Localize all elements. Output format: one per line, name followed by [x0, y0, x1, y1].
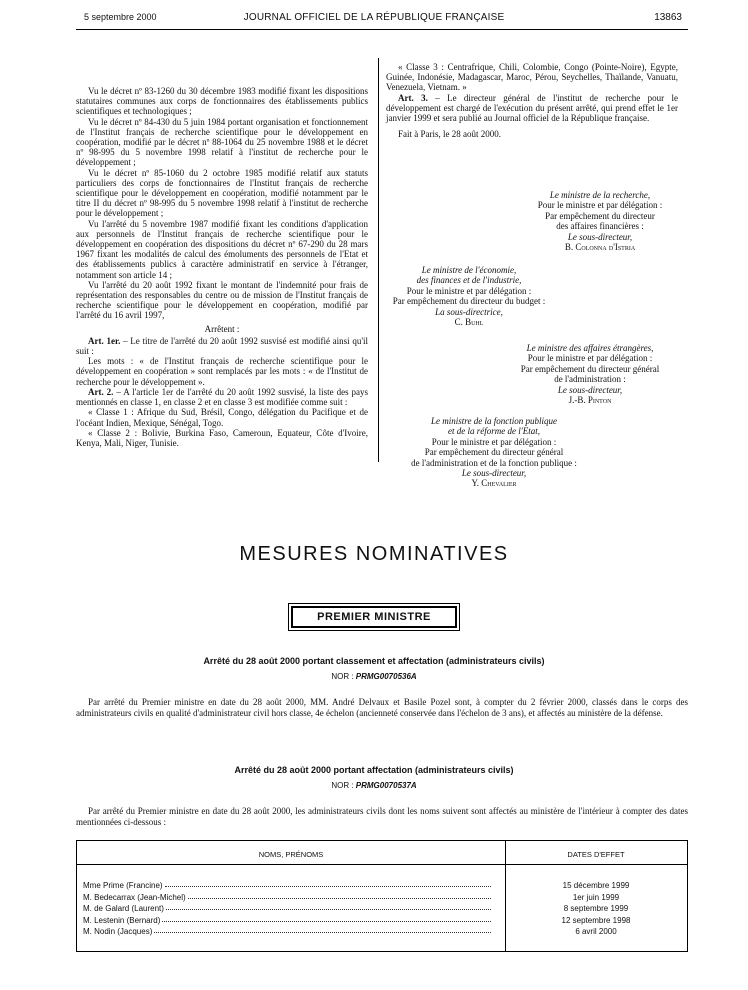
row-name-cell	[83, 893, 493, 902]
dot-leader	[166, 904, 491, 910]
table-row	[77, 881, 687, 893]
table-header-dates: DATES D'EFFET	[567, 850, 625, 859]
sig-line: Pour le ministre et par délégation :	[431, 436, 557, 447]
table-row	[77, 893, 687, 905]
right-column	[386, 62, 678, 139]
row-name: M. Nodin (Jacques)	[83, 927, 153, 936]
article-1-words: Les mots : « de l'Institut français de recherche scientifique pour le développement en coopération » sont remplacés par les mots : « de l'Institut de recherche pour le développement ».	[76, 356, 368, 387]
article-1-text: – Le titre de l'arrêté du 20 août 1992 susvisé est modifié ainsi qu'il suit :	[76, 335, 368, 357]
article-2	[76, 387, 368, 407]
header-date: 5 septembre 2000	[84, 12, 157, 22]
signature-economie	[384, 265, 554, 327]
sig-line: Le sous-directeur,	[461, 468, 527, 479]
nor-code: PRMG0070536A	[355, 672, 417, 681]
sig-line: Le ministre de la recherche,	[549, 190, 651, 200]
arrete-2-text: Par arrêté du Premier ministre en date du 28 août 2000, les administrateurs civils dont les noms suivent sont affectés au ministère de l'intérieur à compter des dates mentionnées ci-dessous :	[76, 806, 688, 827]
sig-line: Le sous-directeur,	[557, 384, 623, 395]
arretent: Arrêtent :	[204, 323, 240, 334]
table-rows	[77, 881, 687, 939]
table-header-names: NOMS, PRÉNOMS	[258, 850, 324, 859]
ministry-box	[288, 603, 460, 631]
visa-4: Vu l'arrêté du 5 novembre 1987 modifié fixant les conditions d'application aux personnels de l'Institut français de recherche scientifique pour le développement en coopération des dispositions du décret nº 67-290 du 28 mars 1967 fixant les modalités de calcul des émoluments des personnels de l'Etat et des établissements publics à caractère administratif en service à l'étranger, notamment son article 14 ;	[76, 218, 368, 280]
row-name-cell	[83, 916, 493, 925]
dot-leader	[162, 916, 491, 922]
row-date: 15 décembre 1999	[562, 881, 630, 890]
table-row	[77, 904, 687, 916]
article-2-text: – A l'article 1er de l'arrêté du 20 août 1992 susvisé, la liste des pays mentionnés en classe 1, en classe 2 et en classe 3 est modifiée comme suit :	[76, 386, 368, 408]
sig-line: Le ministre de la fonction publique	[431, 416, 557, 426]
sig-line: Le ministre de l'économie,	[421, 265, 517, 275]
table-header-rule	[77, 864, 687, 865]
visa-1: Vu le décret nº 83-1260 du 30 décembre 1983 modifié fixant les dispositions statutaires communes aux corps de fonctionnaires des établissements publics scientifiques et technologiques ;	[76, 86, 368, 117]
article-3-text: – Le directeur général de l'institut de recherche pour le développement est chargé de l'exécution du présent arrêté, qui prend effet le 1er janvier 1999 et sera publié au Journal officiel de la République française.	[386, 92, 678, 124]
sig-line: Pour le ministre et par délégation :	[406, 285, 532, 296]
row-date: 1er juin 1999	[572, 892, 620, 902]
classe-1: « Classe 1 : Afrique du Sud, Brésil, Congo, délégation du Pacifique et de l'océant Indien, Mexique, Sénégal, Togo.	[76, 407, 368, 428]
fait-a-paris: Fait à Paris, le 28 août 2000.	[398, 129, 501, 140]
row-name: M. de Galard (Laurent)	[83, 904, 164, 913]
nor-label: NOR :	[331, 781, 356, 790]
row-date: 6 avril 2000	[575, 927, 617, 936]
row-name-cell	[83, 927, 493, 936]
arrete-1-text: Par arrêté du Premier ministre en date du 28 août 2000, MM. André Delvaux et Basile Pozel sont, à compter du 2 février 2000, classés dans le corps des administrateurs civils en qualité d'administrateur civil hors classe, 4e échelon (ancienneté conservée dans l'échelon de 3 ans), et affectés au ministère de la défense.	[76, 697, 688, 718]
sig-line: Le ministre des affaires étrangères,	[526, 343, 654, 353]
nor-code: PRMG0070537A	[355, 781, 417, 790]
sig-name: J.-B. Pinton	[568, 395, 612, 406]
visa-3: Vu le décret nº 85-1060 du 2 octobre 1985 modifié relatif aux statuts particuliers des corps de fonctionnaires de l'Institut français de recherche scientifique pour le développement en coopération, modifié notamment par le titre II du décret nº 98-995 du 5 novembre 1998 relatif à l'institut de recherche pour le développement ;	[76, 167, 368, 219]
sig-line: de l'administration et de la fonction publique :	[411, 457, 577, 468]
sig-line: La sous-directrice,	[435, 306, 503, 317]
arrete-1-title: Arrêté du 28 août 2000 portant classement et affectation (administrateurs civils)	[203, 656, 545, 666]
affectation-table	[76, 840, 688, 952]
sig-line: Pour le ministre et par délégation :	[537, 200, 663, 211]
dot-leader	[154, 927, 491, 933]
sig-name: Y. Chevalier	[471, 478, 517, 489]
arrete-1-nor	[0, 672, 748, 681]
article-3	[386, 93, 678, 124]
sig-name: C. Buhl	[454, 317, 484, 328]
dot-leader	[188, 893, 491, 899]
visa-2: Vu le décret nº 84-430 du 5 juin 1984 portant organisation et fonctionnement de l'Institut français de recherche scientifique pour le développement en coopération, modifié par le décret nº 88-1064 du 25 novembre 1988 et le décret nº 98-995 du 5 novembre 1998 relatif à l'institut de recherche pour le développement ;	[76, 116, 368, 168]
row-date: 12 septembre 1998	[561, 915, 631, 925]
sig-name: B. Colonna d'Istria	[564, 242, 636, 253]
visa-5: Vu l'arrêté du 20 août 1992 fixant le montant de l'indemnité pour frais de représentation des responsables du centre ou de mission de l'Institut français de recherche scientifique pour le développement en coopération, modifié par l'arrêté du 16 avril 1997,	[76, 279, 368, 321]
sig-line: des finances et de l'industrie,	[416, 275, 522, 286]
dot-leader	[165, 881, 491, 887]
left-column	[76, 86, 368, 448]
arrete-2-nor	[0, 781, 748, 790]
header-rule	[76, 29, 688, 30]
article-1-label: Art. 1er.	[88, 335, 121, 346]
column-divider	[378, 58, 379, 462]
sig-line: de l'administration :	[554, 374, 626, 385]
row-name: M. Lestenin (Bernard)	[83, 915, 161, 925]
page-header	[0, 10, 748, 30]
nor-label: NOR :	[331, 672, 356, 681]
row-date: 8 septembre 1999	[563, 904, 629, 913]
sig-line: et de la réforme de l'Etat,	[448, 426, 540, 437]
sig-line: Par empêchement du directeur général	[424, 447, 564, 458]
classe-3: « Classe 3 : Centrafrique, Chili, Colombie, Congo (Pointe-Noire), Egypte, Guinée, Indonésie, Madagascar, Maroc, Pérou, Seychelles, Thaïlande, Vanuatu, Venezuela, Vietnam. »	[386, 62, 678, 93]
table-row	[77, 927, 687, 939]
sig-line: Par empêchement du directeur général	[520, 363, 660, 374]
arrete-2-title: Arrêté du 28 août 2000 portant affectation (administrateurs civils)	[234, 765, 514, 775]
section-title: MESURES NOMINATIVES	[239, 543, 509, 565]
article-1	[76, 336, 368, 356]
journal-title: JOURNAL OFFICIEL DE LA RÉPUBLIQUE FRANÇAISE	[243, 12, 505, 23]
sig-line: Par empêchement du directeur du budget :	[392, 296, 546, 307]
row-name-cell	[83, 881, 493, 890]
table-row	[77, 916, 687, 928]
row-name: Mme Prime (Francine)	[83, 881, 163, 890]
sig-line: Le sous-directeur,	[567, 231, 633, 242]
page-number: 13863	[654, 12, 682, 23]
ministry-label: PREMIER MINISTRE	[291, 606, 457, 628]
sig-line: des affaires financières :	[556, 221, 644, 232]
row-name-cell	[83, 904, 493, 913]
signature-fonction-publique	[384, 416, 604, 489]
signature-affaires-etrangeres	[500, 343, 680, 405]
signature-recherche	[520, 190, 680, 252]
sig-line: Pour le ministre et par délégation :	[527, 353, 653, 364]
article-3-label: Art. 3.	[398, 92, 428, 103]
classe-2: « Classe 2 : Bolivie, Burkina Faso, Cameroun, Equateur, Côte d'Ivoire, Kenya, Mali, Niger, Tunisie.	[76, 427, 368, 448]
sig-line: Par empêchement du directeur	[545, 210, 655, 221]
article-2-label: Art. 2.	[88, 386, 114, 397]
row-name: M. Bedecarrax (Jean-Michel)	[83, 892, 186, 902]
